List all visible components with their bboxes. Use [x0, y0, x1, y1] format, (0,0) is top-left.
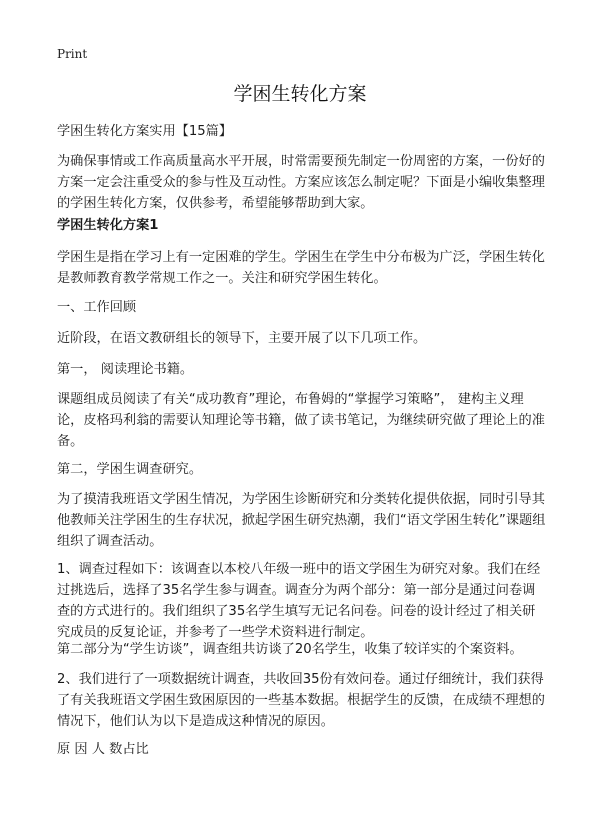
paragraph-interviews: 第二部分为“学生访谈”，调查组共访谈了20名学生，收集了较详实的个案资料。 — [57, 642, 523, 657]
paragraph-statistics: 2、我们进行了一项数据统计调查，共收回35份有效问卷。通过仔细统计，我们获得了有关我班语文学困生致困原因的一些基本数据。根据学生的反馈，在成绩不理想的情况下，他们认为以下是造成这种情况的原因。 — [57, 672, 545, 729]
paragraph-survey-process: 1、调查过程如下：该调查以本校八年级一班中的语文学困生为研究对象。我们在经过挑选后，选择了35名学生参与调查。调查分为两个部分：第一部分是通过问卷调查的方式进行的。我们组织了35名学生填写无记名问卷。问卷的设计经过了相关研究成员的反复论证，并参考了一些学术资料进行制定。 — [57, 562, 541, 640]
print-link[interactable]: Print — [57, 47, 88, 61]
paragraph-second-item: 第二，学困生调查研究。 — [57, 462, 203, 477]
paragraph-theory-reading: 课题组成员阅读了有关“成功教育”理论，布鲁姆的“掌握学习策略”， 建构主义理论，皮格玛利翁的需要认知理论等书籍，做了读书笔记，为继续研究做了理论上的准备。 — [57, 392, 545, 449]
section-heading: 学困生转化方案1 — [57, 218, 159, 233]
paragraph-recent-work: 近阶段，在语文教研组长的领导下，主要开展了以下几项工作。 — [57, 331, 427, 346]
table-header-line: 原 因 人 数占比 — [57, 742, 149, 757]
document-subtitle: 学困生转化方案实用【15篇】 — [57, 124, 233, 139]
document-title: 学困生转化方案 — [233, 83, 367, 105]
intro-paragraph: 为确保事情或工作高质量高水平开展，时常需要预先制定一份周密的方案，一份好的方案一定会注重受众的参与性及互动性。方案应该怎么制定呢？下面是小编收集整理的学困生转化方案，仅供参考，希望能够帮助到大家。 — [57, 154, 545, 211]
paragraph-survey-purpose: 为了摸清我班语文学困生情况，为学困生诊断研究和分类转化提供依据，同时引导其他教师关注学困生的生存状况，掀起学困生研究热潮，我们“语文学困生转化”课题组组织了调查活动。 — [57, 492, 546, 549]
paragraph-work-review-heading: 一、工作回顾 — [57, 300, 137, 315]
paragraph-first-item: 第一， 阅读理论书籍。 — [57, 362, 194, 377]
paragraph-definition: 学困生是指在学习上有一定困难的学生。学困生在学生中分布极为广泛，学困生转化是教师教育教学常规工作之一。关注和研究学困生转化。 — [57, 250, 545, 286]
